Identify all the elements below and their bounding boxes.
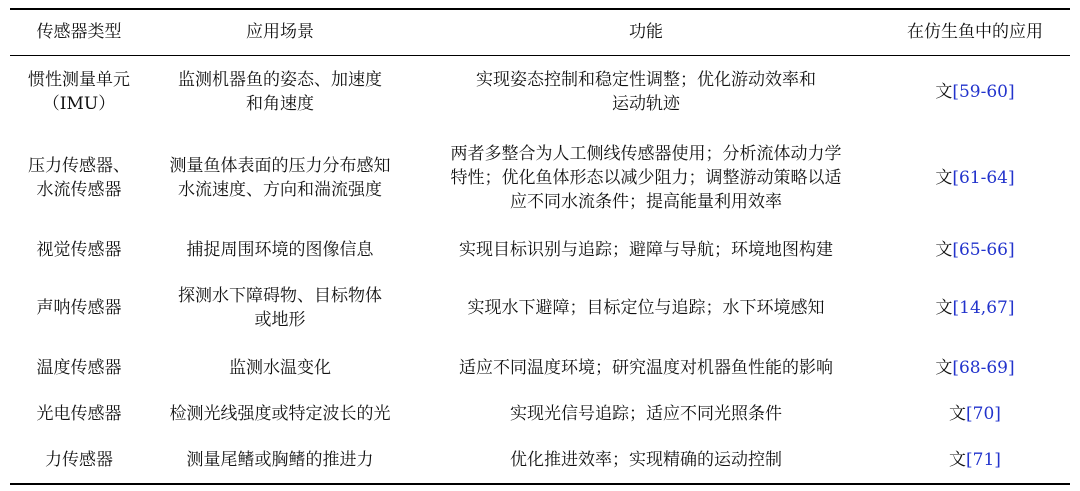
cell-function: 实现姿态控制和稳定性调整；优化游动效率和 运动轨迹: [476, 70, 816, 114]
header-function: 功能: [629, 22, 663, 42]
cell-function: 两者多整合为人工侧线传感器使用；分析流体动力学 特性；优化鱼体形态以减少阻力；调整游动策略以适 应不同水流条件；提高能量利用效率: [450, 144, 842, 212]
citation-link[interactable]: [68-69]: [952, 358, 1015, 378]
cell-type: 视觉传感器: [36, 240, 122, 260]
cell-type: 声呐传感器: [36, 298, 122, 318]
cell-function: 实现光信号追踪；适应不同光照条件: [510, 404, 782, 424]
header-sensor-type: 传感器类型: [36, 22, 122, 42]
cell-scene: 监测机器鱼的姿态、加速度 和角速度: [178, 70, 382, 114]
cell-scene: 捕捉周围环境的图像信息: [186, 240, 374, 260]
cell-reference: 文 [65-66]: [935, 240, 1015, 260]
header-application-scenario: 应用场景: [246, 22, 314, 42]
citation-link[interactable]: [59-60]: [952, 82, 1015, 102]
table-header-rule: [10, 55, 1070, 56]
cell-reference: 文 [61-64]: [935, 168, 1015, 188]
citation-link[interactable]: [14,67]: [952, 298, 1015, 318]
citation-link[interactable]: [65-66]: [952, 240, 1015, 260]
cell-reference: 文 [71]: [949, 450, 1001, 470]
cell-reference: 文 [68-69]: [935, 358, 1015, 378]
header-biomimetic-fish-application: 在仿生鱼中的应用: [907, 22, 1043, 42]
cell-function: 实现目标识别与追踪；避障与导航；环境地图构建: [459, 240, 833, 260]
cell-scene: 测量鱼体表面的压力分布感知 水流速度、方向和湍流强度: [169, 156, 391, 200]
cell-reference: 文 [59-60]: [935, 82, 1015, 102]
cell-reference: 文 [70]: [949, 404, 1001, 424]
citation-link[interactable]: [61-64]: [952, 168, 1015, 188]
cell-reference: 文 [14,67]: [935, 298, 1015, 318]
cell-type: 光电传感器: [36, 404, 122, 424]
cell-function: 适应不同温度环境；研究温度对机器鱼性能的影响: [459, 358, 833, 378]
citation-link[interactable]: [70]: [966, 404, 1001, 424]
cell-function: 实现水下避障；目标定位与追踪；水下环境感知: [467, 298, 825, 318]
cell-type: 压力传感器、 水流传感器: [28, 156, 130, 200]
cell-type: 惯性测量单元 （IMU）: [28, 70, 130, 114]
citation-link[interactable]: [71]: [966, 450, 1001, 470]
cell-scene: 测量尾鳍或胸鳍的推进力: [186, 450, 374, 470]
cell-scene: 探测水下障碍物、目标物体 或地形: [178, 286, 382, 330]
cell-type: 力传感器: [45, 450, 113, 470]
cell-function: 优化推进效率；实现精确的运动控制: [510, 450, 782, 470]
table-bottom-rule: [10, 483, 1070, 485]
cell-scene: 检测光线强度或特定波长的光: [169, 404, 391, 424]
cell-scene: 监测水温变化: [229, 358, 331, 378]
cell-type: 温度传感器: [36, 358, 122, 378]
table-top-rule: [10, 8, 1070, 10]
